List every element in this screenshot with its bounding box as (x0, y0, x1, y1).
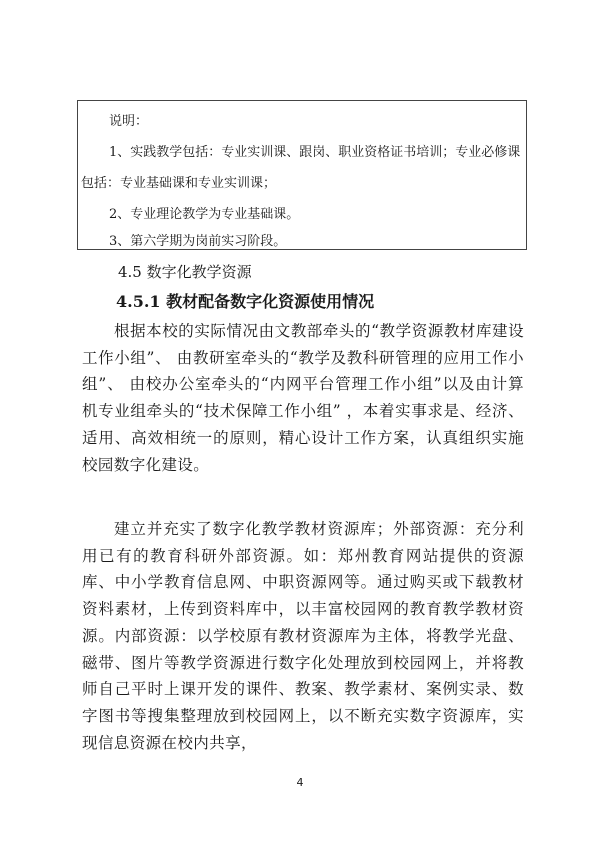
note-item-2: 2、专业理论教学为专业基础课。 (109, 207, 300, 222)
note-title: 说明： (109, 114, 149, 129)
paragraph-1: 根据本校的实际情况由文教部牵头的“教学资源教材库建设工作小组”、 由教研室牵头的“教学及教科研管理的应用工作小组”、 由校办公室牵头的“内网平台管理工作小组”以及由计算机专业组牵头的“技术保障工作小组” ，本着实事求是、经济、适用、高效相统一的原则，精心设计工作方案，认真组织实施校园数字化建设。 (82, 322, 524, 474)
subsection-heading: 4.5.1 教材配备数字化资源使用情况 (116, 292, 375, 311)
note-box (77, 100, 527, 250)
section-heading: 4.5 数字化教学资源 (118, 263, 252, 281)
note-item-1-line-2: 包括：专业基础课和专业实训课； (81, 176, 277, 191)
note-item-3: 3、第六学期为岗前实习阶段。 (109, 234, 287, 249)
paragraph-2: 建立并充实了数字化教学教材资源库；外部资源：充分利用已有的教育科研外部资源。如：郑州教育网站提供的资源库、中小学教育信息网、中职资源网等。通过购买或下载教材资料素材，上传到资料库中，以丰富校园网的教育教学教材资源。内部资源：以学校原有教材资源库为主体，将教学光盘、磁带、图片等教学资源进行数字化处理放到校园网上，并将教师自己平时上课开发的课件、教案、教学素材、案例实录、数字图书等搜集整理放到校园网上，以不断充实数字资源库，实现信息资源在校内共享， (82, 520, 524, 752)
page-number: 4 (296, 776, 304, 789)
note-item-1-line-1: 1、实践教学包括：专业实训课、跟岗、职业资格证书培训；专业必修课 (109, 145, 521, 160)
